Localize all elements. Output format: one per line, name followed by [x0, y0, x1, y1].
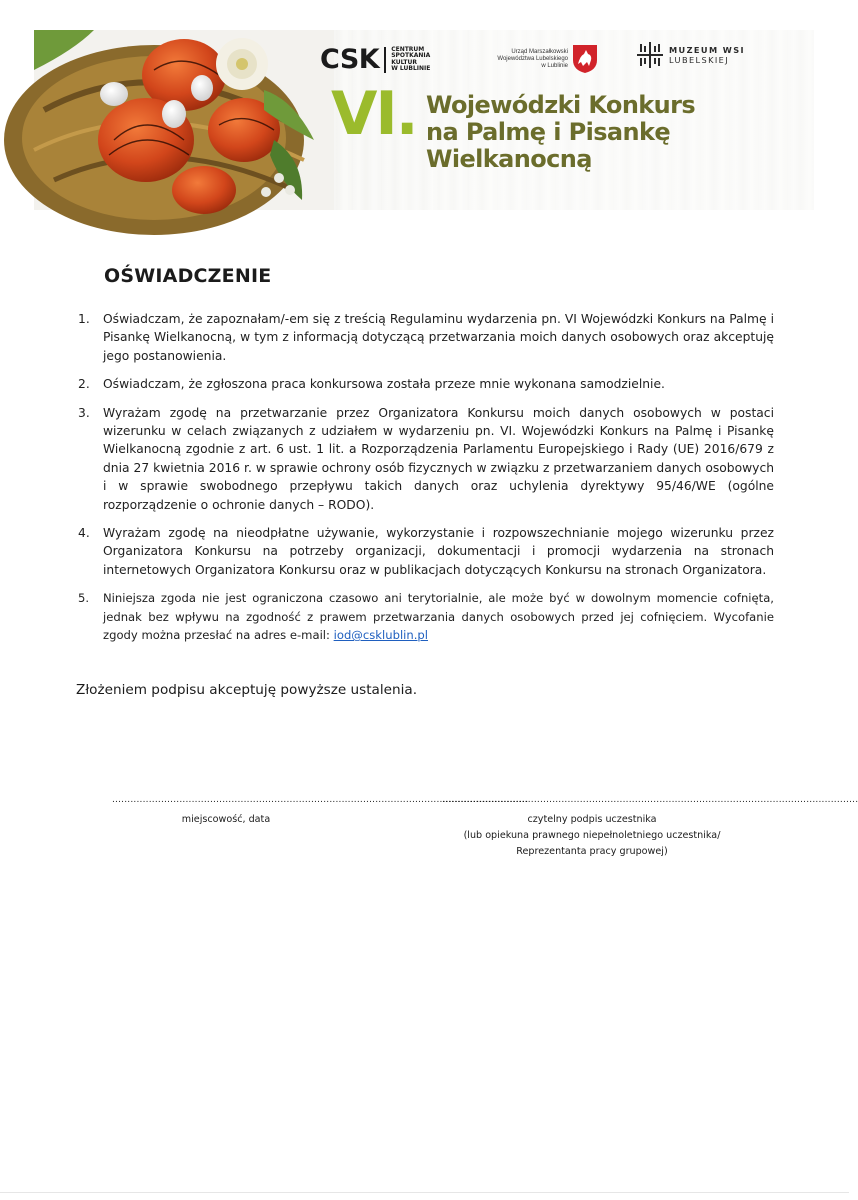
clause-item	[70, 524, 774, 579]
easter-basket-image	[34, 30, 334, 210]
signature-participant	[442, 795, 858, 860]
coat-of-arms-icon	[572, 44, 598, 74]
clause-number: 4.	[78, 526, 90, 541]
acceptance-statement: Złożeniem podpisu akceptuję powyższe ustalenia.	[76, 682, 418, 698]
banner-title-line: Wojewódzki Konkurs	[426, 91, 696, 119]
signature-line: ........................................................................................................................................	[112, 795, 529, 805]
banner-title-line: na Palmę i Pisankę	[426, 118, 671, 146]
urzad-marszalkowski-logo	[482, 44, 598, 74]
banner-title	[426, 92, 695, 173]
csk-logo-word: CSK	[320, 44, 380, 75]
email-link[interactable]: iod@csklublin.pl	[333, 628, 429, 643]
clause-text: Wyrażam zgodę na nieodpłatne używanie, wykorzystanie i rozpowszechnianie mojego wizerunku przez Organizatora Konkursu na potrzeby organizacji, dokumentacji i promocji wydarzenia na stronach internetowych Organizatora Konkursu oraz w publikacjach dotyczących Konkursu na stronach Organizatora.	[103, 526, 774, 577]
muzeum-wsi-logo	[637, 42, 745, 68]
csk-logo-subtitle: CENTRUM SPOTKANIA KULTUR W LUBLINIE	[391, 45, 431, 72]
declaration-clauses	[70, 310, 774, 655]
event-banner	[34, 30, 814, 210]
clause-number: 3.	[78, 405, 90, 420]
clause-item	[70, 589, 774, 644]
page-bottom-edge	[0, 1192, 849, 1193]
banner-title-line: Wielkanocną	[426, 145, 592, 173]
clause-number: 1.	[78, 312, 90, 326]
clause-number: 2.	[78, 377, 90, 392]
document-title: OŚWIADCZENIE	[104, 265, 272, 287]
muzeum-emblem-icon	[637, 42, 663, 68]
clause-item	[70, 404, 774, 514]
clause-number: 5.	[78, 591, 90, 606]
clause-item	[70, 310, 774, 365]
clause-text: Oświadczam, że zapoznałam/-em się z treścią Regulaminu wydarzenia pn. VI Wojewódzki Konkurs na Palmę i Pisankę Wielkanocną, w tym z informacją dotyczącą przetwarzania moich danych osobowych oraz akceptuję jego postanowienia.	[103, 312, 774, 363]
signature-caption: miejscowość, data	[181, 814, 271, 825]
clause-text: Wyrażam zgodę na przetwarzanie przez Organizatora Konkursu moich danych osobowych w postaci wizerunku w celach związanych z udziałem w wydarzeniu pn. VI. Wojewódzki Konkurs na Palmę i Pisankę Wielkanocną zgodnie z art. 6 ust. 1 lit. a Rozporządzenia Parlamentu Europejskiego i Rady (UE) 2016/679 z dnia 27 kwietnia 2016 r. w sprawie ochrony osób fizycznych w związku z przetwarzaniem danych osobowych i w sprawie swobodnego przepływu takich danych oraz uchylenia dyrektywy 95/46/WE (ogólne rozporządzenie o ochronie danych – RODO).	[103, 405, 774, 512]
csk-logo	[320, 44, 441, 75]
urzad-logo-text: Urząd Marszałkowski Województwa Lubelskiego w Lublinie	[497, 48, 568, 69]
clause-item	[70, 375, 774, 393]
signature-caption: czytelny podpis uczestnika (lub opiekuna prawnego niepełnoletniego uczestnika/ Reprezentanta pracy grupowej)	[463, 814, 721, 857]
clause-text: Oświadczam, że zgłoszona praca konkursowa została przeze mnie wykonana samodzielnie.	[103, 377, 665, 392]
signature-line: ........................................................................................................................................	[442, 795, 858, 805]
clause-text: Niniejsza zgoda nie jest ograniczona czasowo ani terytorialnie, ale może być w dowolnym momencie cofnięta, jednak bez wpływu na zgodność z prawem przetwarzania danych osobowych przed jej cofnięciem. Wycofanie zgody można przesłać na adres e-mail:	[103, 591, 774, 643]
csk-logo-divider	[384, 47, 386, 73]
edition-number: VI.	[331, 79, 417, 149]
signature-place-date	[112, 795, 529, 828]
muzeum-logo-text: MUZEUM WSI LUBELSKIEJ	[669, 45, 745, 65]
